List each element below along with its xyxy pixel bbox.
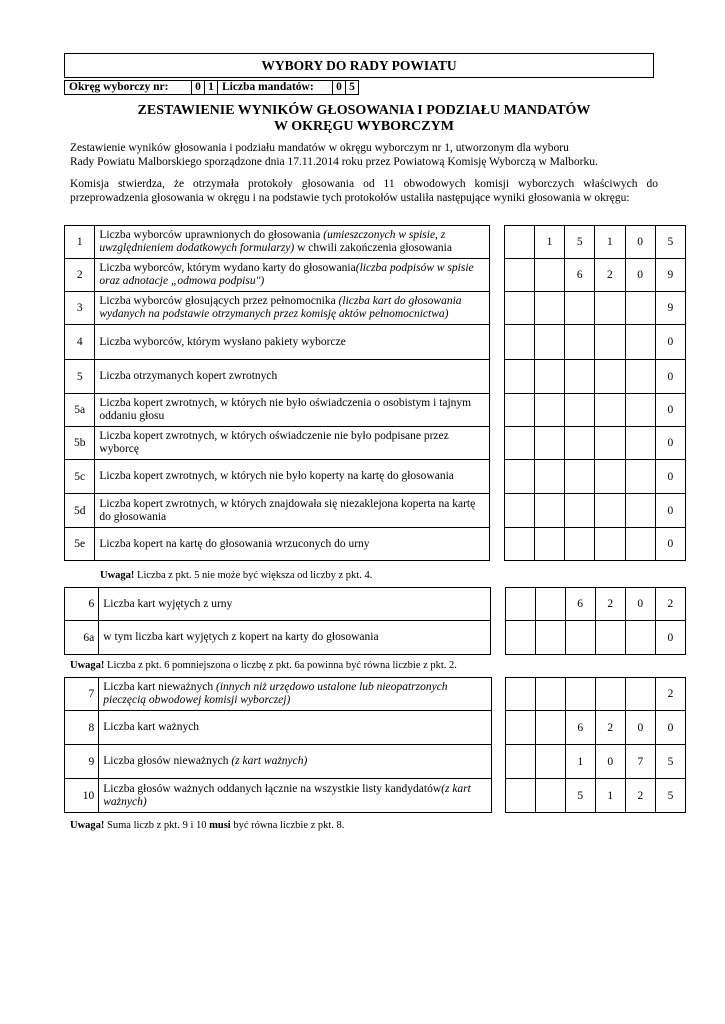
digit-cell: 0 (625, 259, 655, 292)
result-row (65, 678, 686, 711)
note-1-label: Uwaga! (100, 570, 135, 581)
digit-cell (565, 621, 595, 655)
row-number: 5e (65, 528, 95, 561)
digit-cell (625, 528, 655, 561)
row-number: 10 (65, 779, 99, 813)
gap-cell (490, 528, 505, 561)
row-text: Liczba kopert zwrotnych, w których znajdowała się niezaklejona koperta na kartę do głosowania (99, 497, 476, 523)
digit-cell (565, 394, 595, 427)
digit-cell (504, 292, 534, 325)
digit-cell: 1 (565, 745, 595, 779)
digit-cell (535, 621, 565, 655)
digit-cell (625, 427, 655, 460)
row-description (95, 528, 490, 561)
district-label: Okręg wyborczy nr: (65, 81, 192, 95)
commission-statement: Komisja stwierdza, że otrzymała protokoły głosowania od 11 obwodowych komisji wyborczych właściwych do przeprowadzenia głosowania w okręgu i na podstawie tych protokołów ustaliła następujące wyniki głosowania w okręgu: (70, 178, 658, 204)
gap-cell (490, 394, 505, 427)
row-text: Liczba otrzymanych kopert zwrotnych (99, 370, 278, 382)
row-description (99, 678, 491, 711)
row-text: Liczba wyborców, którym wydano karty do głosowania (99, 262, 356, 274)
digit-cell (534, 325, 564, 360)
row-description (95, 325, 490, 360)
row-text: Liczba kart nieważnych (103, 681, 216, 693)
digit-cell (625, 621, 655, 655)
digit-cell: 5 (655, 779, 685, 813)
digit-cell (625, 325, 655, 360)
digit-cell: 2 (625, 779, 655, 813)
result-row (65, 528, 686, 561)
digit-cell: 0 (655, 427, 685, 460)
gap-cell (490, 360, 505, 394)
row-number: 7 (65, 678, 99, 711)
digit-cell: 9 (655, 259, 685, 292)
digit-cell (506, 711, 536, 745)
digit-cell (504, 325, 534, 360)
digit-cell (595, 494, 625, 528)
digit-cell: 0 (655, 528, 685, 561)
row-description (99, 621, 491, 655)
note-2-text: Liczba z pkt. 6 pomniejszona o liczbę z pkt. 6a powinna być równa liczbie z pkt. 2. (104, 660, 457, 671)
result-row (65, 394, 686, 427)
row-text: Liczba głosów ważnych oddanych łącznie na wszystkie listy kandydatów (103, 782, 442, 795)
result-row (65, 360, 686, 394)
digit-cell (595, 460, 625, 494)
row-description (95, 292, 490, 325)
digit-cell: 0 (595, 745, 625, 779)
gap-cell (491, 711, 505, 745)
row-description (95, 226, 490, 259)
digit-cell (595, 621, 625, 655)
result-row (65, 621, 686, 655)
row-number: 5b (65, 427, 95, 460)
row-text: w tym liczba kart wyjętych z kopert na karty do głosowania (103, 631, 379, 643)
row-text: Liczba kopert zwrotnych, w których oświadczenie nie było podpisane przez wyborcę (99, 430, 449, 455)
row-text: Liczba wyborców uprawnionych do głosowania (99, 229, 324, 241)
digit-cell: 5 (655, 226, 685, 259)
digit-cell (625, 292, 655, 325)
election-title: WYBORY DO RADY POWIATU (64, 53, 654, 78)
digit-cell (565, 678, 595, 711)
row-number: 5 (65, 360, 95, 394)
digit-cell (534, 460, 564, 494)
gap-cell (491, 621, 505, 655)
row-description (99, 711, 491, 745)
digit-cell (565, 460, 595, 494)
digit-cell (565, 494, 595, 528)
digit-cell (595, 325, 625, 360)
digit-cell (565, 360, 595, 394)
row-text-tail: w chwili zakończenia głosowania (294, 242, 452, 254)
row-text-italic: (liczba kart do głosowania wydanych na podstawie otrzymanych przez komisję aktów pełnomocnictwa) (99, 295, 462, 320)
row-description (95, 394, 490, 427)
digit-cell (504, 360, 534, 394)
note-3-text-after: być równa liczbie z pkt. 8. (230, 820, 345, 831)
district-digit: 0 (192, 81, 205, 95)
result-row (65, 259, 686, 292)
row-text-italic: (z kart ważnych) (103, 782, 471, 808)
digit-cell (625, 494, 655, 528)
mandates-digit: 0 (333, 81, 346, 95)
row-text: Liczba wyborców głosujących przez pełnomocnika (99, 295, 339, 307)
digit-cell (565, 528, 595, 561)
note-2-label: Uwaga! (70, 660, 105, 671)
row-text: Liczba kopert zwrotnych, w których nie było koperty na kartę do głosowania (99, 470, 454, 482)
digit-cell: 1 (595, 226, 625, 259)
result-row (65, 226, 686, 259)
digit-cell: 0 (625, 588, 655, 621)
note-1 (100, 570, 372, 581)
digit-cell: 0 (655, 394, 685, 427)
digit-cell (625, 360, 655, 394)
result-row (65, 427, 686, 460)
digit-cell (534, 259, 564, 292)
digit-cell (595, 360, 625, 394)
row-text: Liczba kopert zwrotnych, w których nie było oświadczenia o osobistym i tajnym oddaniu głosu (99, 397, 472, 422)
gap-cell (490, 494, 505, 528)
note-3-bold: musi (209, 820, 231, 831)
row-number: 4 (65, 325, 95, 360)
gap-cell (491, 779, 505, 813)
digit-cell (625, 678, 655, 711)
mandates-digit: 5 (346, 81, 359, 95)
digit-cell: 0 (625, 711, 655, 745)
digit-cell: 0 (655, 360, 685, 394)
result-row (65, 779, 686, 813)
row-number: 2 (65, 259, 95, 292)
digit-cell (506, 779, 536, 813)
row-number: 8 (65, 711, 99, 745)
row-text-italic: (z kart ważnych) (231, 755, 308, 767)
row-description (95, 460, 490, 494)
row-number: 5a (65, 394, 95, 427)
digit-cell (595, 292, 625, 325)
digit-cell (625, 460, 655, 494)
digit-cell: 1 (595, 779, 625, 813)
intro-line1: Zestawienie wyników głosowania i podziału mandatów w okręgu wyborczym nr 1, utworzonym dla wyboru (70, 142, 569, 154)
result-row (65, 460, 686, 494)
digit-cell: 6 (565, 588, 595, 621)
digit-cell: 9 (655, 292, 685, 325)
row-text: Liczba kopert na kartę do głosowania wrzuconych do urny (99, 537, 370, 550)
row-number: 9 (65, 745, 99, 779)
digit-cell: 5 (565, 779, 595, 813)
digit-cell: 0 (655, 711, 685, 745)
digit-cell (534, 528, 564, 561)
gap-cell (491, 678, 505, 711)
digit-cell (504, 460, 534, 494)
result-row (65, 745, 686, 779)
digit-cell: 0 (655, 621, 685, 655)
row-description (95, 494, 490, 528)
row-text: Liczba kart ważnych (103, 721, 200, 733)
row-description (95, 259, 490, 292)
row-text: Liczba wyborców, którym wysłano pakiety wyborcze (99, 335, 346, 348)
results-table-section1 (64, 225, 686, 561)
row-text: Liczba kart wyjętych z urny (103, 597, 233, 610)
digit-cell (504, 394, 534, 427)
digit-cell (505, 621, 535, 655)
digit-cell (535, 588, 565, 621)
digit-cell: 2 (595, 588, 625, 621)
note-3-label: Uwaga! (70, 820, 105, 831)
digit-cell (506, 678, 536, 711)
digit-cell (565, 292, 595, 325)
gap-cell (490, 259, 505, 292)
district-info (64, 80, 359, 95)
result-row (65, 494, 686, 528)
digit-cell (506, 745, 536, 779)
results-table-section3 (64, 677, 686, 813)
note-1-text: Liczba z pkt. 5 nie może być większa od liczby z pkt. 4. (134, 570, 373, 581)
gap-cell (490, 427, 505, 460)
district-digit: 1 (205, 81, 218, 95)
row-description (99, 588, 491, 621)
row-number: 5d (65, 494, 95, 528)
digit-cell: 2 (655, 678, 685, 711)
note-3 (70, 820, 344, 831)
digit-cell (565, 325, 595, 360)
mandates-label: Liczba mandatów: (218, 81, 333, 95)
digit-cell (535, 678, 565, 711)
digit-cell: 1 (534, 226, 564, 259)
digit-cell: 2 (595, 711, 625, 745)
digit-cell (565, 427, 595, 460)
digit-cell: 0 (655, 494, 685, 528)
result-row (65, 325, 686, 360)
digit-cell: 2 (655, 588, 685, 621)
row-description (99, 745, 491, 779)
digit-cell: 0 (655, 460, 685, 494)
digit-cell (504, 259, 534, 292)
intro-line2: Rady Powiatu Malborskiego sporządzone dnia 17.11.2014 roku przez Powiatową Komisję Wyborczą w Malborku. (70, 156, 598, 168)
row-text-italic: (liczba podpisów w spisie oraz adnotacje „odmowa podpisu") (99, 262, 474, 287)
digit-cell: 2 (595, 259, 625, 292)
gap-cell (490, 226, 505, 259)
digit-cell: 5 (655, 745, 685, 779)
note-2 (70, 660, 457, 671)
digit-cell (595, 528, 625, 561)
row-number: 1 (65, 226, 95, 259)
results-table-section2 (64, 587, 686, 655)
digit-cell (625, 394, 655, 427)
digit-cell (504, 226, 534, 259)
row-text: Liczba głosów nieważnych (103, 755, 232, 767)
digit-cell (535, 779, 565, 813)
digit-cell (535, 745, 565, 779)
row-description (95, 427, 490, 460)
gap-cell (490, 292, 505, 325)
row-number: 6 (65, 588, 99, 621)
gap-cell (491, 745, 505, 779)
digit-cell (534, 427, 564, 460)
digit-cell: 0 (655, 325, 685, 360)
digit-cell (504, 427, 534, 460)
digit-cell: 5 (565, 226, 595, 259)
digit-cell (534, 494, 564, 528)
row-description (99, 779, 491, 813)
digit-cell (595, 678, 625, 711)
note-3-text-before: Suma liczb z pkt. 9 i 10 (104, 820, 210, 831)
digit-cell (534, 360, 564, 394)
digit-cell (595, 427, 625, 460)
gap-cell (490, 325, 505, 360)
digit-cell (504, 494, 534, 528)
result-row (65, 588, 686, 621)
row-text-italic: (innych niż urzędowo ustalone lub nieopatrzonych pieczęcią obwodowej komisji wyborczej) (103, 681, 448, 706)
result-row (65, 711, 686, 745)
row-description (95, 360, 490, 394)
row-number: 3 (65, 292, 95, 325)
result-row (65, 292, 686, 325)
digit-cell: 0 (625, 226, 655, 259)
document-heading-line2: W OKRĘGU WYBORCZYM (274, 119, 454, 134)
digit-cell: 6 (565, 259, 595, 292)
document-heading-line1: ZESTAWIENIE WYNIKÓW GŁOSOWANIA I PODZIAŁU MANDATÓW (137, 103, 591, 118)
digit-cell (595, 394, 625, 427)
row-number: 5c (65, 460, 95, 494)
digit-cell (534, 292, 564, 325)
digit-cell: 7 (625, 745, 655, 779)
digit-cell (534, 394, 564, 427)
gap-cell (490, 460, 505, 494)
gap-cell (491, 588, 505, 621)
row-text-italic: (umieszczonych w spisie, z uwzględnieniem dodatkowych formularzy) (99, 229, 446, 254)
digit-cell (535, 711, 565, 745)
digit-cell: 6 (565, 711, 595, 745)
row-number: 6a (65, 621, 99, 655)
digit-cell (505, 588, 535, 621)
digit-cell (504, 528, 534, 561)
